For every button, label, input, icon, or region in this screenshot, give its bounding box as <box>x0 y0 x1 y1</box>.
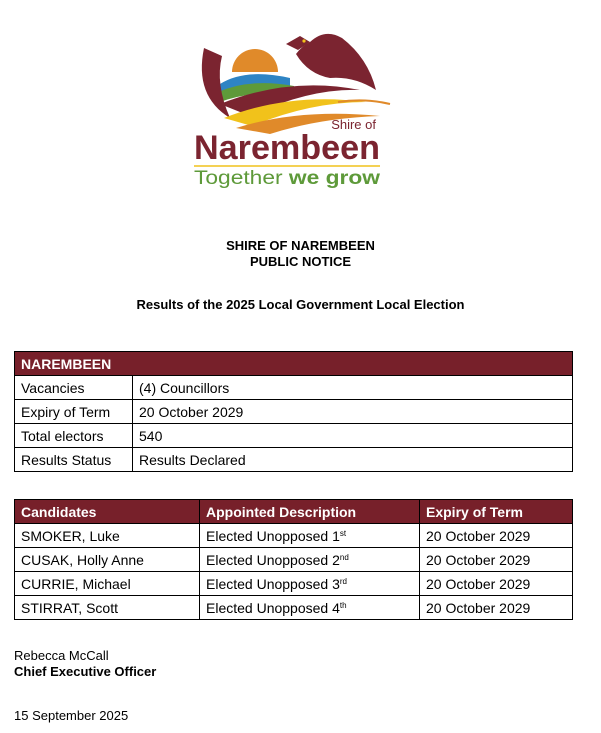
ward-header: NAREMBEEN <box>15 352 573 376</box>
summary-value: Results Declared <box>133 448 573 472</box>
notice-date: 15 September 2025 <box>14 708 129 723</box>
table-row <box>15 448 573 472</box>
table-row <box>15 424 573 448</box>
candidate-name: CUSAK, Holly Anne <box>15 548 200 572</box>
notice-line2: PUBLIC NOTICE <box>249 254 352 269</box>
sun-icon <box>232 49 278 72</box>
appointed-description: Elected Unopposed 4th <box>200 596 420 620</box>
table-row <box>15 596 573 620</box>
notice-line1: SHIRE OF NAREMBEEN <box>226 238 375 253</box>
appointed-description: Elected Unopposed 1st <box>200 524 420 548</box>
logo-shire-of: Shire of <box>331 117 376 132</box>
summary-label: Total electors <box>15 424 133 448</box>
appointed-description: Elected Unopposed 3rd <box>200 572 420 596</box>
summary-label: Vacancies <box>15 376 133 400</box>
table-row <box>15 376 573 400</box>
signatory-name: Rebecca McCall <box>14 648 109 663</box>
summary-value: 20 October 2029 <box>133 400 573 424</box>
summary-value: (4) Councillors <box>133 376 573 400</box>
table-row <box>15 400 573 424</box>
summary-label: Results Status <box>15 448 133 472</box>
signatory-title: Chief Executive Officer <box>14 664 157 679</box>
summary-value: 540 <box>133 424 573 448</box>
expiry-date: 20 October 2029 <box>420 596 573 620</box>
candidate-name: STIRRAT, Scott <box>15 596 200 620</box>
summary-label: Expiry of Term <box>15 400 133 424</box>
ward-summary-table <box>14 351 573 472</box>
table-row <box>15 548 573 572</box>
table-row <box>15 524 573 548</box>
header-candidates: Candidates <box>15 500 200 524</box>
header-description: Appointed Description <box>200 500 420 524</box>
candidate-name: CURRIE, Michael <box>15 572 200 596</box>
results-table <box>14 499 573 620</box>
appointed-description: Elected Unopposed 2nd <box>200 548 420 572</box>
notice-subtitle: Results of the 2025 Local Government Local Election <box>136 297 465 312</box>
expiry-date: 20 October 2029 <box>420 572 573 596</box>
logo-name: Narembeen <box>194 129 380 167</box>
expiry-date: 20 October 2029 <box>420 524 573 548</box>
table-row <box>15 572 573 596</box>
expiry-date: 20 October 2029 <box>420 548 573 572</box>
header-expiry: Expiry of Term <box>420 500 573 524</box>
shire-logo <box>190 26 400 191</box>
logo-slogan: Together we grow <box>194 168 365 189</box>
candidate-name: SMOKER, Luke <box>15 524 200 548</box>
